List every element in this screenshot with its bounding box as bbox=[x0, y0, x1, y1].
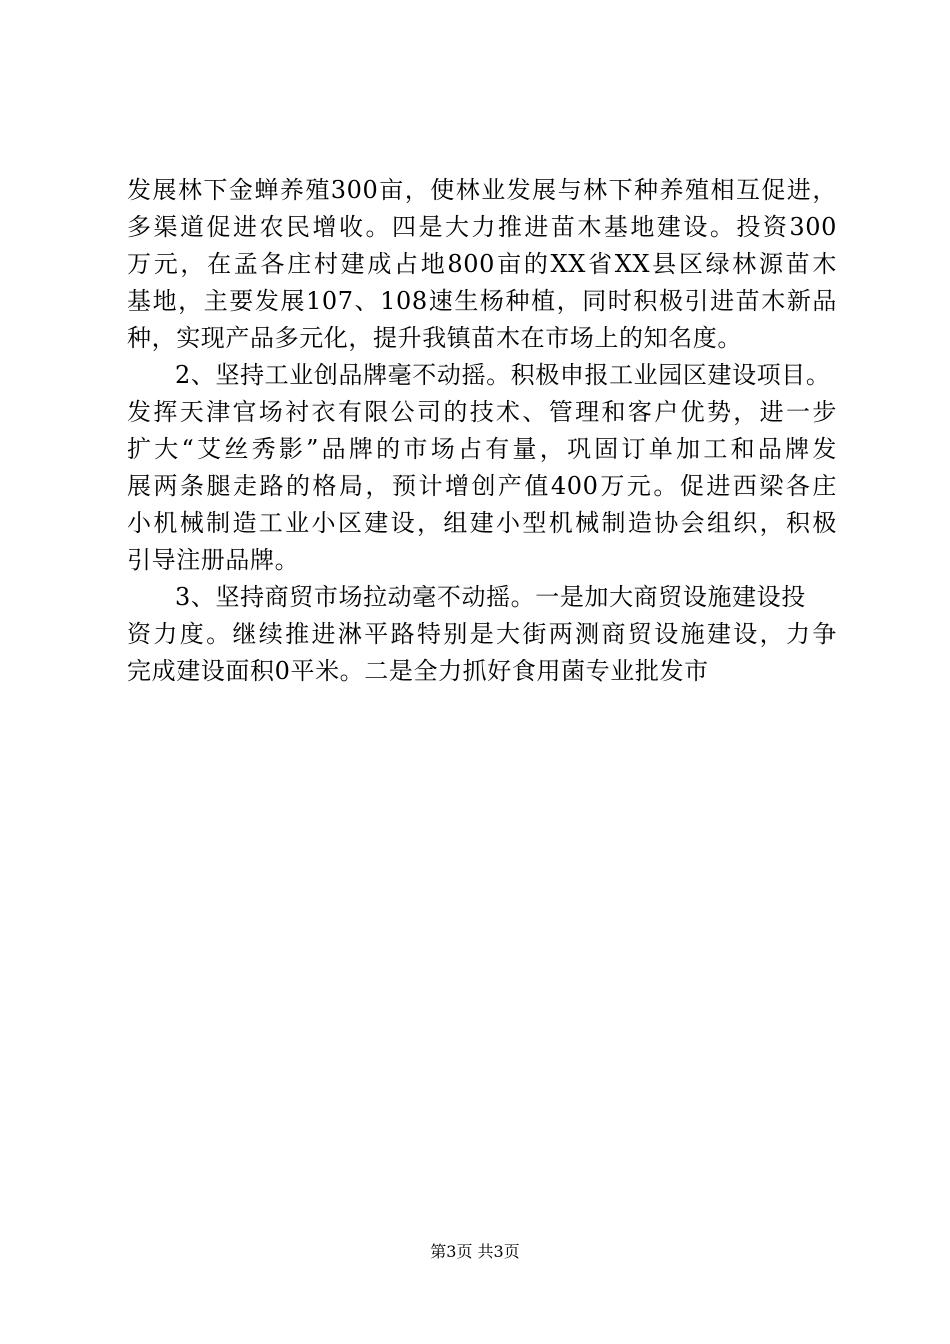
paragraph-line: 引导注册品牌。 bbox=[127, 546, 300, 574]
paragraph-line: 2、坚持工业创品牌毫不动摇。积极申报工业园区建设项目。 bbox=[175, 361, 831, 389]
paragraph-line: 多渠道促进农民增收。四是大力推进苗木基地建设。投资300 bbox=[127, 213, 837, 241]
document-body bbox=[127, 172, 837, 690]
paragraph-line: 展两条腿走路的格局，预计增创产值400万元。促进西梁各庄 bbox=[127, 472, 837, 500]
paragraph-line: 3、坚持商贸市场拉动毫不动摇。一是加大商贸设施建设投 bbox=[175, 583, 806, 611]
paragraph-line: 发展林下金蝉养殖300亩，使林业发展与林下种养殖相互促进， bbox=[127, 176, 837, 204]
paragraph-line: 资力度。继续推进淋平路特别是大街两测商贸设施建设，力争 bbox=[127, 620, 837, 648]
paragraph-line: 小机械制造工业小区建设，组建小型机械制造协会组织，积极 bbox=[127, 509, 837, 537]
paragraph-line: 扩大“艾丝秀影”品牌的市场占有量，巩固订单加工和品牌发 bbox=[127, 435, 837, 463]
page-number-footer: 第3页 共3页 bbox=[430, 1242, 520, 1261]
paragraph-line: 完成建设面积0平米。二是全力抓好食用菌专业批发市 bbox=[127, 657, 709, 685]
paragraph-line: 万元，在孟各庄村建成占地800亩的XX省XX县区绿林源苗木 bbox=[127, 250, 837, 278]
paragraph-line: 种，实现产品多元化，提升我镇苗木在市场上的知名度。 bbox=[127, 324, 742, 352]
paragraph-line: 基地，主要发展107、108速生杨种植，同时积极引进苗木新品 bbox=[127, 287, 837, 315]
paragraph-line: 发挥天津官场衬衣有限公司的技术、管理和客户优势，进一步 bbox=[127, 398, 837, 426]
